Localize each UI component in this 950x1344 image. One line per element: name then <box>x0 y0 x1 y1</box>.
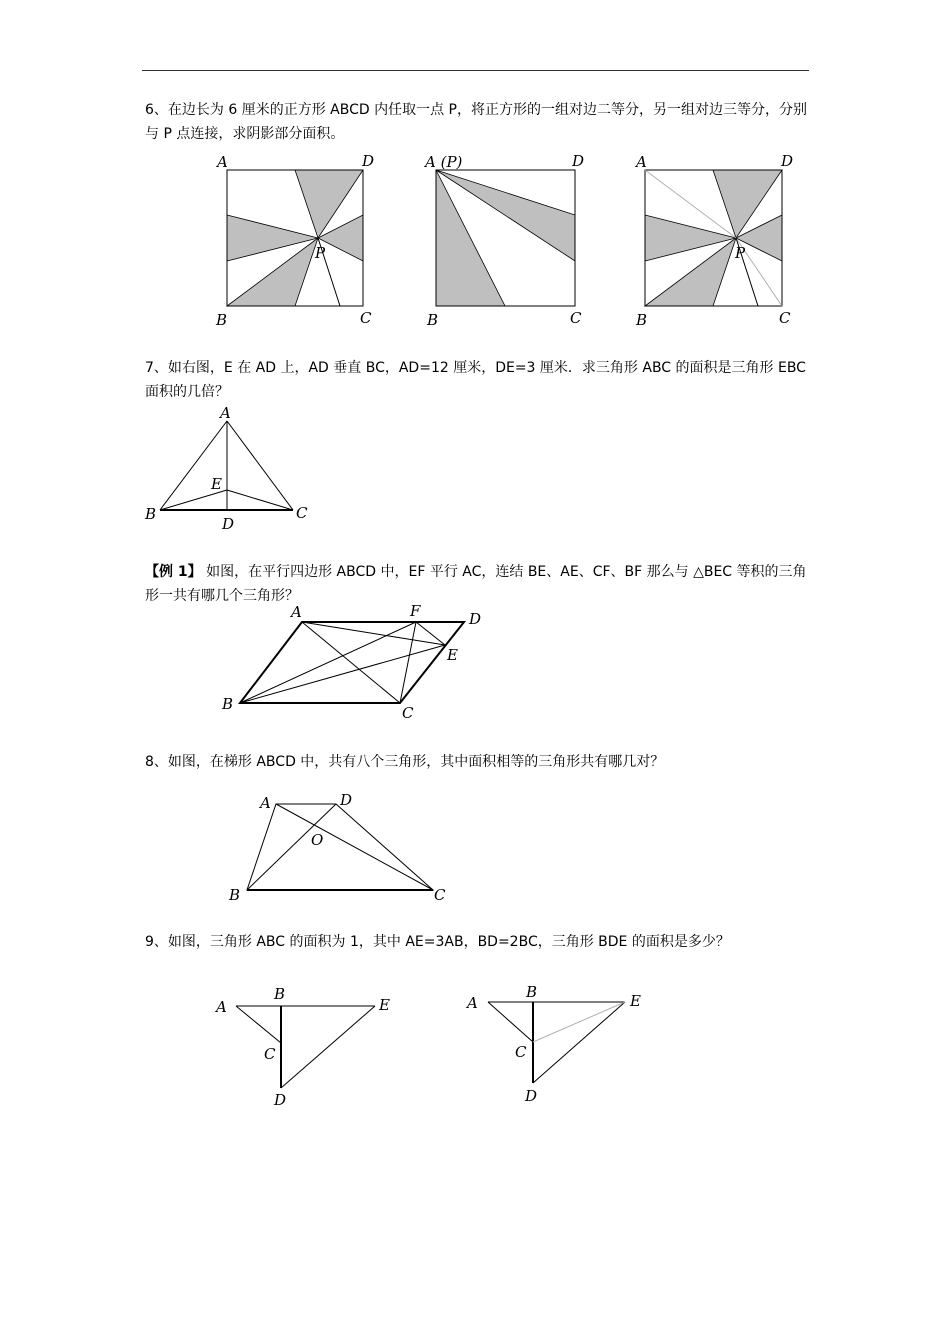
segment-bf <box>240 622 416 703</box>
diagonal-ac <box>302 622 400 703</box>
label-c: C <box>296 504 308 522</box>
segment-ac <box>488 1002 533 1042</box>
label-d: D <box>340 791 353 809</box>
label-e: E <box>447 646 458 664</box>
helper-line-ce <box>533 1002 625 1042</box>
label-a: A <box>291 603 302 621</box>
label-c: C <box>515 1043 527 1061</box>
figure-6-3 <box>634 152 793 329</box>
label-b: B <box>636 311 648 329</box>
label-b: B <box>229 886 241 904</box>
label-b: B <box>222 695 234 713</box>
parallelogram <box>240 622 464 703</box>
question-7-text: 7、如右图，E 在 AD 上，AD 垂直 BC，AD=12 厘米，DE=3 厘米．求三角形 ABC 的面积是三角形 EBC 面积的几倍？ <box>145 360 806 400</box>
figure-9-right <box>465 983 641 1105</box>
segment-cf <box>400 622 416 703</box>
label-c: C <box>402 704 414 722</box>
segment-fe <box>416 622 445 645</box>
figure-6-2 <box>423 152 584 329</box>
example-1-label: 【例 1】 <box>145 564 202 580</box>
label-d: D <box>525 1087 538 1105</box>
segment-ed <box>281 1006 375 1088</box>
label-b: B <box>274 985 286 1003</box>
figure-example-1 <box>221 602 481 722</box>
label-o: O <box>311 831 324 849</box>
label-e: E <box>379 996 390 1014</box>
figure-6-1 <box>215 152 374 329</box>
segment-ac <box>236 1006 281 1043</box>
label-c: C <box>434 886 446 904</box>
label-b: B <box>427 311 439 329</box>
diagonal-ac <box>276 804 433 890</box>
label-a: A <box>217 153 228 171</box>
question-8-text: 8、如图，在梯形 ABCD 中，共有八个三角形，其中面积相等的三角形共有哪几对？ <box>145 754 665 770</box>
figure-9-left <box>214 985 390 1109</box>
label-d: D <box>362 152 375 170</box>
label-a: A <box>220 404 231 422</box>
label-a: A <box>216 998 227 1016</box>
label-c: C <box>264 1045 276 1063</box>
label-d: D <box>469 610 482 628</box>
label-p: P <box>735 244 746 262</box>
label-e: E <box>630 992 641 1010</box>
label-a-p: A (P) <box>425 153 463 171</box>
label-a: A <box>636 153 647 171</box>
question-6-text: 6、在边长为 6 厘米的正方形 ABCD 内任取一点 P，将正方形的一组对边二等分，另一组对边三等分，分别与 P 点连接，求阴影部分面积。 <box>145 102 807 142</box>
figure-8 <box>228 791 446 904</box>
segment-ed <box>533 1002 625 1083</box>
label-b: B <box>145 505 157 523</box>
side-ac <box>227 421 293 510</box>
segment-be <box>240 645 445 703</box>
label-e: E <box>211 475 222 493</box>
label-f: F <box>410 602 421 620</box>
label-c: C <box>360 309 372 327</box>
label-p: P <box>315 244 326 262</box>
label-a: A <box>260 794 271 812</box>
label-a: A <box>467 994 478 1012</box>
trapezoid <box>247 804 433 890</box>
label-c: C <box>570 309 582 327</box>
segment-ec <box>227 490 293 510</box>
segment-be <box>160 490 227 510</box>
side-ab <box>160 421 227 510</box>
label-d: D <box>572 152 585 170</box>
label-b: B <box>526 983 538 1001</box>
figure-7 <box>144 404 308 533</box>
label-c: C <box>779 309 791 327</box>
question-9-text: 9、如图，三角形 ABC 的面积为 1，其中 AE=3AB，BD=2BC，三角形 BDE 的面积是多少？ <box>145 934 730 950</box>
label-d: D <box>781 152 794 170</box>
label-d: D <box>274 1091 287 1109</box>
example-1-body: 如图，在平行四边形 ABCD 中，EF 平行 AC，连结 BE、AE、CF、BF 那么与 △BEC 等积的三角形一共有哪几个三角形？ <box>145 564 807 604</box>
label-d: D <box>222 515 235 533</box>
label-b: B <box>216 311 228 329</box>
